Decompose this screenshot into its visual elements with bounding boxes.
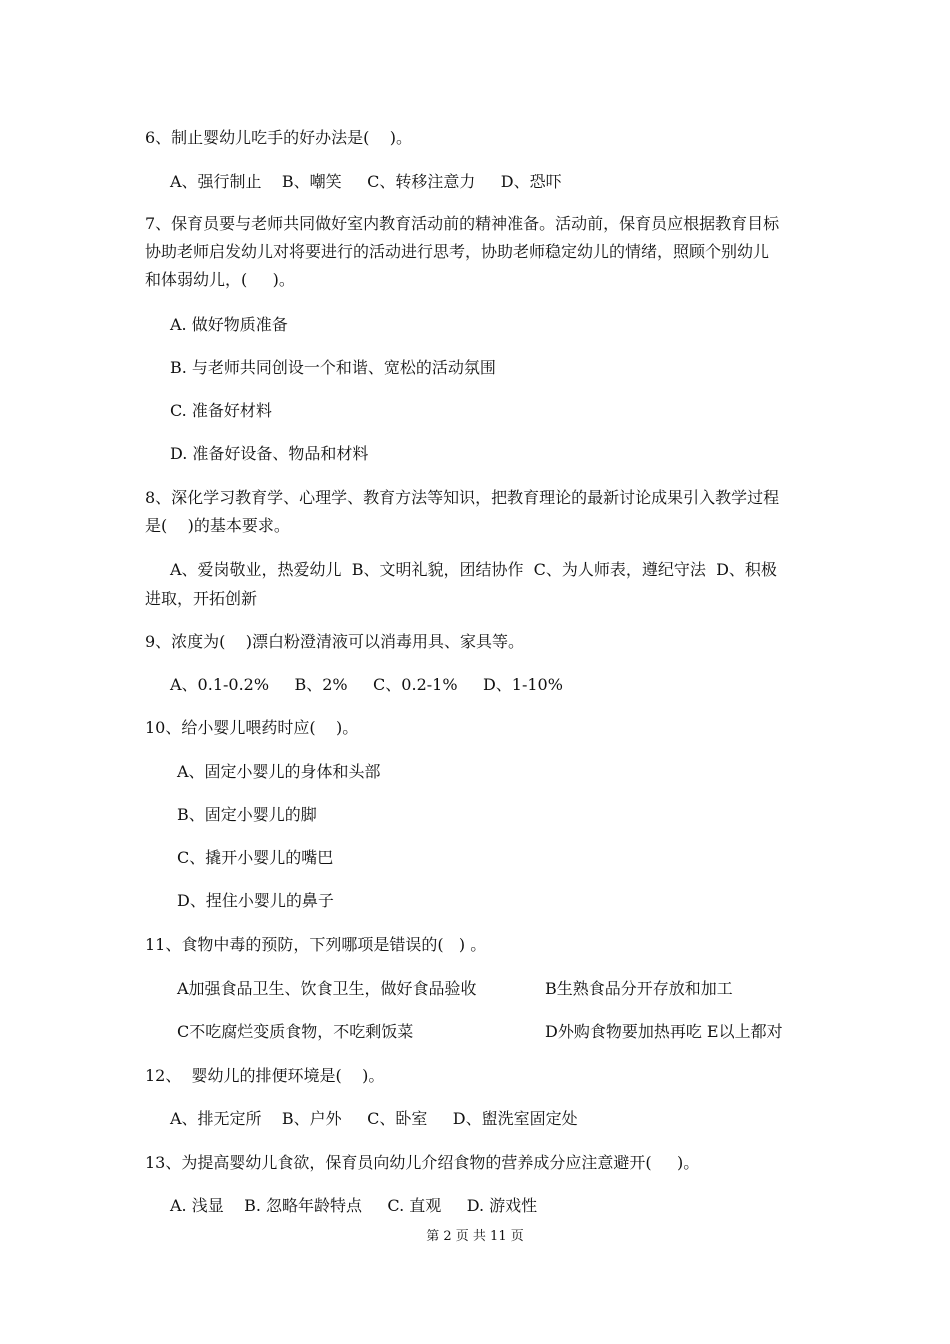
question-13: 13、为提高婴幼儿食欲，保育员向幼儿介绍食物的营养成分应注意避开( )。: [145, 1153, 700, 1172]
question-8-line-2: 是( )的基本要求。: [145, 516, 290, 535]
question-10-option-d: D、捏住小婴儿的鼻子: [177, 891, 334, 910]
question-11: 11、食物中毒的预防，下列哪项是错误的( ) 。: [145, 935, 487, 954]
question-11-option-c: C不吃腐烂变质食物，不吃剩饭菜: [177, 1022, 414, 1041]
question-7-line-1: 7、保育员要与老师共同做好室内教育活动前的精神准备。活动前，保育员应根据教育目标: [145, 214, 780, 233]
question-10-option-a: A、固定小婴儿的身体和头部: [177, 762, 381, 781]
page-footer: 第 2 页 共 11 页: [426, 1229, 524, 1244]
question-12-options: A、排无定所 B、户外 C、卧室 D、盥洗室固定处: [170, 1109, 578, 1128]
question-8-options-line-1: A、爱岗敬业，热爱幼儿 B、文明礼貌，团结协作 C、为人师表，遵纪守法 D、积极: [170, 560, 777, 579]
question-10-option-b: B、固定小婴儿的脚: [177, 805, 317, 824]
question-7-option-a: A. 做好物质准备: [170, 315, 288, 334]
question-7-line-3: 和体弱幼儿，( )。: [145, 270, 295, 289]
question-7-option-d: D. 准备好设备、物品和材料: [170, 444, 369, 463]
question-10-option-c: C、撬开小婴儿的嘴巴: [177, 848, 334, 867]
question-10: 10、给小婴儿喂药时应( )。: [145, 718, 359, 737]
question-12: 12、 婴幼儿的排便环境是( )。: [145, 1066, 385, 1085]
question-8-line-1: 8、深化学习教育学、心理学、教育方法等知识，把教育理论的最新讨论成果引入教学过程: [145, 488, 780, 507]
question-7-option-c: C. 准备好材料: [170, 401, 272, 420]
question-11-option-b: B生熟食品分开存放和加工: [545, 979, 733, 998]
question-6: 6、制止婴幼儿吃手的好办法是( )。: [145, 128, 413, 147]
question-7-option-b: B. 与老师共同创设一个和谐、宽松的活动氛围: [170, 358, 496, 377]
question-9-options: A、0.1-0.2% B、2% C、0.2-1% D、1-10%: [170, 675, 563, 694]
question-7-line-2: 协助老师启发幼儿对将要进行的活动进行思考，协助老师稳定幼儿的情绪，照顾个别幼儿: [145, 242, 770, 261]
question-11-option-a: A加强食品卫生、饮食卫生，做好食品验收: [177, 979, 477, 998]
question-13-options: A. 浅显 B. 忽略年龄特点 C. 直观 D. 游戏性: [170, 1196, 538, 1215]
question-6-options: A、强行制止 B、嘲笑 C、转移注意力 D、恐吓: [170, 172, 562, 191]
question-9: 9、浓度为( )漂白粉澄清液可以消毒用具、家具等。: [145, 632, 525, 651]
question-11-option-d-e: D外购食物要加热再吃 E以上都对: [545, 1022, 783, 1041]
question-8-options-line-2: 进取，开拓创新: [145, 589, 258, 608]
